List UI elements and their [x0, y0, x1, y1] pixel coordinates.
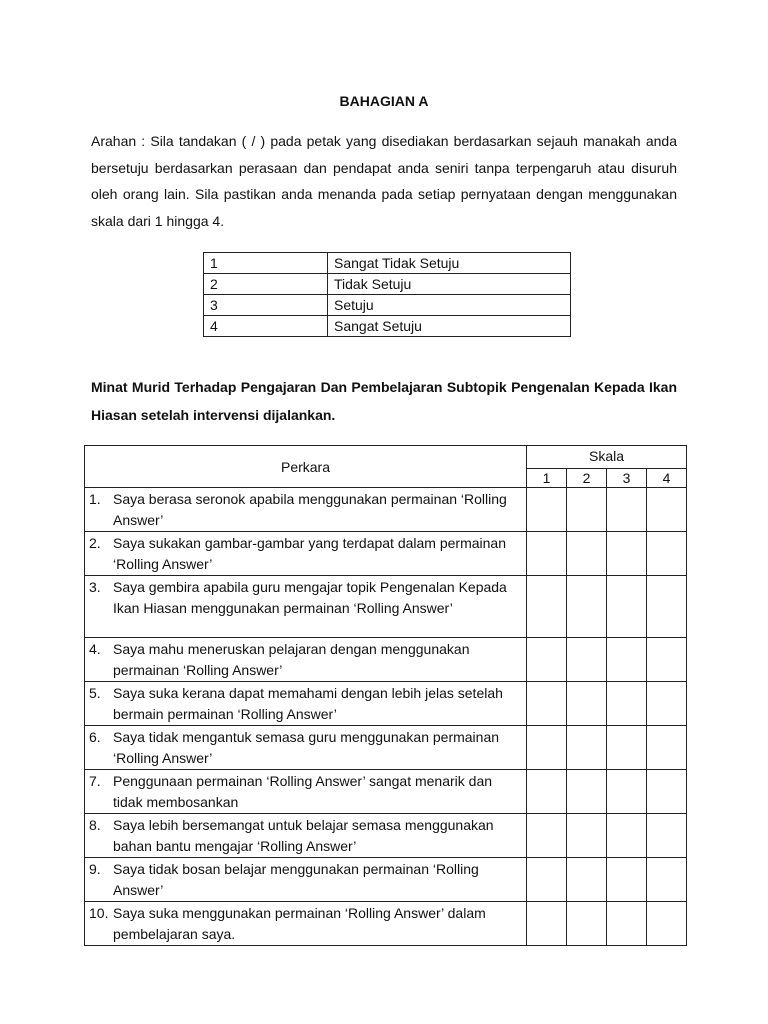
statement-text: Saya suka menggunakan permainan ‘Rolling Answer’ dalam pembelajaran saya.: [113, 905, 486, 942]
rating-checkbox-2[interactable]: [567, 532, 607, 576]
rating-checkbox-4[interactable]: [647, 814, 687, 858]
scale-number-header: 4: [647, 468, 687, 487]
rating-checkbox-3[interactable]: [607, 858, 647, 902]
scale-number-header: 2: [567, 468, 607, 487]
statement-number: 9.: [89, 861, 101, 877]
rating-checkbox-2[interactable]: [567, 726, 607, 770]
statement-text: Saya sukakan gambar-gambar yang terdapat dalam permainan ‘Rolling Answer’: [113, 535, 507, 572]
rating-checkbox-3[interactable]: [607, 532, 647, 576]
scale-legend-number: 2: [204, 274, 328, 295]
rating-checkbox-2[interactable]: [567, 682, 607, 726]
rating-checkbox-4[interactable]: [647, 682, 687, 726]
rating-checkbox-2[interactable]: [567, 488, 607, 532]
statement-number: 10.: [89, 905, 109, 921]
scale-legend-number: 3: [204, 295, 328, 316]
rating-checkbox-1[interactable]: [527, 682, 567, 726]
statement-number: 6.: [89, 729, 101, 745]
rating-checkbox-3[interactable]: [607, 770, 647, 814]
scale-legend-row: [204, 295, 571, 316]
rating-checkbox-2[interactable]: [567, 576, 607, 638]
statement-cell: [85, 858, 527, 902]
scale-legend-table: [203, 252, 571, 337]
rating-checkbox-2[interactable]: [567, 858, 607, 902]
statement-cell: [85, 682, 527, 726]
rating-checkbox-4[interactable]: [647, 532, 687, 576]
rating-checkbox-4[interactable]: [647, 726, 687, 770]
statement-number: 3.: [89, 579, 101, 595]
scale-legend-number: 4: [204, 316, 328, 337]
rating-checkbox-3[interactable]: [607, 726, 647, 770]
rating-checkbox-3[interactable]: [607, 488, 647, 532]
rating-checkbox-2[interactable]: [567, 638, 607, 682]
rating-checkbox-3[interactable]: [607, 814, 647, 858]
rating-checkbox-4[interactable]: [647, 488, 687, 532]
statement-number: 4.: [89, 641, 101, 657]
questionnaire-subtitle: Minat Murid Terhadap Pengajaran Dan Pembelajaran Subtopik Pengenalan Kepada Ikan Hiasan setelah intervensi dijalankan.: [91, 379, 677, 423]
rating-checkbox-1[interactable]: [527, 902, 567, 946]
table-row: [85, 726, 687, 770]
statement-cell: [85, 814, 527, 858]
scale-number-header: 1: [527, 468, 567, 487]
rating-checkbox-1[interactable]: [527, 814, 567, 858]
statement-cell: [85, 488, 527, 532]
statement-cell: [85, 902, 527, 946]
rating-checkbox-2[interactable]: [567, 770, 607, 814]
rating-checkbox-2[interactable]: [567, 902, 607, 946]
statement-number: 1.: [89, 491, 101, 507]
table-row: [85, 902, 687, 946]
scale-legend-label: Sangat Setuju: [328, 316, 571, 337]
rating-checkbox-1[interactable]: [527, 858, 567, 902]
rating-checkbox-1[interactable]: [527, 726, 567, 770]
table-row: [85, 770, 687, 814]
rating-checkbox-4[interactable]: [647, 770, 687, 814]
table-row: [85, 532, 687, 576]
statement-text: Saya suka kerana dapat memahami dengan lebih jelas setelah bermain permainan ‘Rolling Answer’: [113, 685, 503, 722]
skala-header: Skala: [527, 446, 687, 469]
table-row: [85, 682, 687, 726]
scale-legend-row: [204, 274, 571, 295]
perkara-header: Perkara: [85, 446, 527, 488]
scale-number-header: 3: [607, 468, 647, 487]
scale-legend-row: [204, 253, 571, 274]
rating-checkbox-4[interactable]: [647, 902, 687, 946]
rating-checkbox-3[interactable]: [607, 682, 647, 726]
table-row: [85, 814, 687, 858]
rating-checkbox-1[interactable]: [527, 576, 567, 638]
statement-cell: [85, 638, 527, 682]
scale-legend-label: Sangat Tidak Setuju: [328, 253, 571, 274]
questionnaire-table: [84, 445, 687, 946]
scale-legend-label: Setuju: [328, 295, 571, 316]
scale-legend-row: [204, 316, 571, 337]
rating-checkbox-4[interactable]: [647, 858, 687, 902]
rating-checkbox-3[interactable]: [607, 902, 647, 946]
statement-number: 8.: [89, 817, 101, 833]
rating-checkbox-1[interactable]: [527, 532, 567, 576]
statement-text: Saya gembira apabila guru mengajar topik Pengenalan Kepada Ikan Hiasan menggunakan permainan ‘Rolling Answer’: [113, 579, 507, 616]
statement-number: 7.: [89, 773, 101, 789]
table-row: [85, 576, 687, 638]
rating-checkbox-3[interactable]: [607, 638, 647, 682]
section-title: BAHAGIAN A: [339, 93, 429, 109]
rating-checkbox-4[interactable]: [647, 638, 687, 682]
statement-cell: [85, 576, 527, 638]
statement-cell: [85, 532, 527, 576]
statement-text: Saya lebih bersemangat untuk belajar semasa menggunakan bahan bantu mengajar ‘Rolling Answer’: [113, 817, 494, 854]
rating-checkbox-2[interactable]: [567, 814, 607, 858]
table-row: [85, 638, 687, 682]
statement-text: Saya tidak mengantuk semasa guru menggunakan permainan ‘Rolling Answer’: [113, 729, 500, 766]
table-row: [85, 488, 687, 532]
instruction-text: Arahan : Sila tandakan ( / ) pada petak yang disediakan berdasarkan sejauh manakah anda bersetuju berdasarkan perasaan dan pendapat anda seniri tanpa terpengaruh atau disuruh oleh orang lain. Sila pastikan anda menanda pada setiap pernyataan dengan menggunakan skala dari 1 hingga 4.: [91, 133, 677, 229]
table-row: [85, 858, 687, 902]
statement-text: Saya tidak bosan belajar menggunakan permainan ‘Rolling Answer’: [113, 861, 479, 898]
statement-text: Saya mahu meneruskan pelajaran dengan menggunakan permainan ‘Rolling Answer’: [113, 641, 470, 678]
rating-checkbox-4[interactable]: [647, 576, 687, 638]
statement-number: 5.: [89, 685, 101, 701]
scale-legend-label: Tidak Setuju: [328, 274, 571, 295]
rating-checkbox-1[interactable]: [527, 770, 567, 814]
statement-cell: [85, 726, 527, 770]
rating-checkbox-3[interactable]: [607, 576, 647, 638]
scale-legend-number: 1: [204, 253, 328, 274]
statement-text: Saya berasa seronok apabila menggunakan permainan ‘Rolling Answer’: [113, 491, 507, 528]
statement-number: 2.: [89, 535, 101, 551]
rating-checkbox-1[interactable]: [527, 488, 567, 532]
statement-cell: [85, 770, 527, 814]
rating-checkbox-1[interactable]: [527, 638, 567, 682]
statement-text: Penggunaan permainan ‘Rolling Answer’ sangat menarik dan tidak membosankan: [113, 773, 493, 810]
